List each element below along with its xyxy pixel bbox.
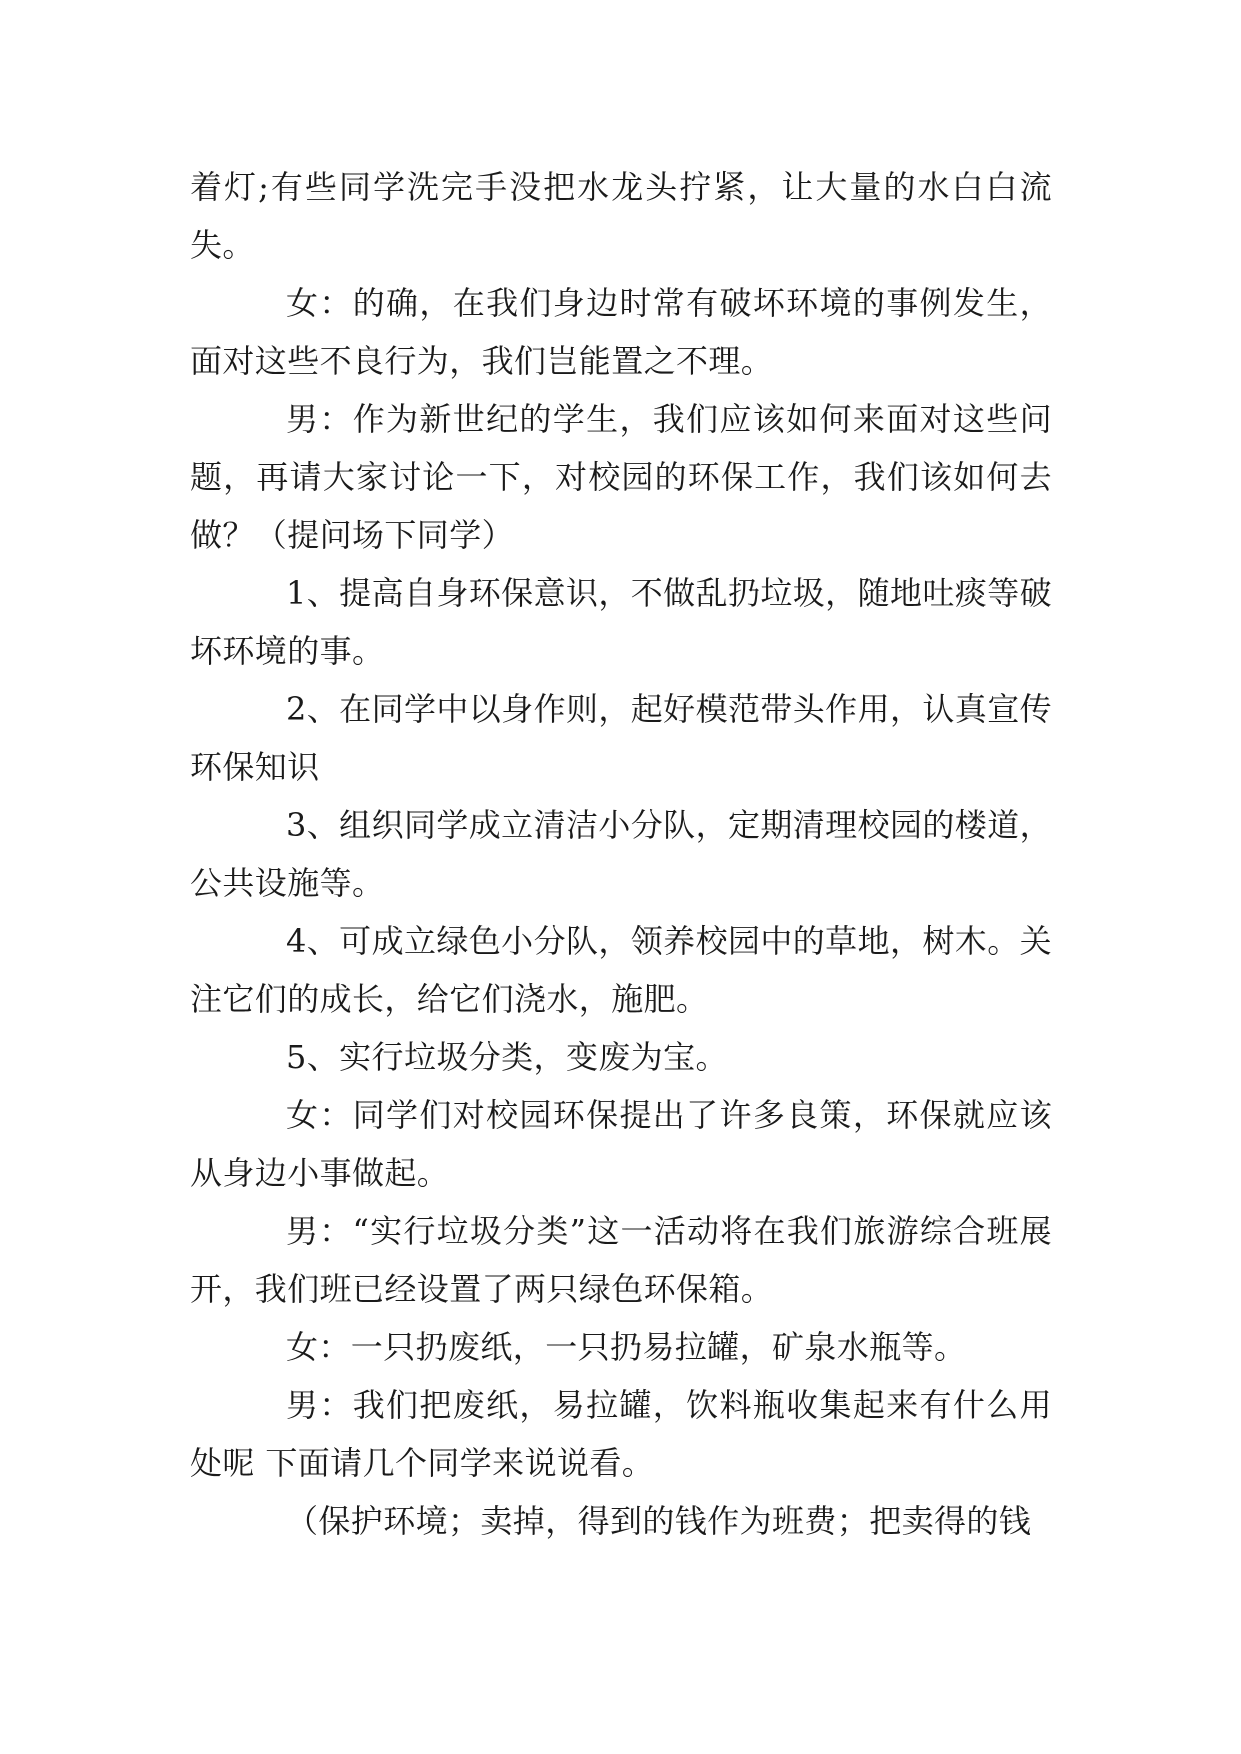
paragraph-stage-note: （保护环境；卖掉，得到的钱作为班费；把卖得的钱: [286, 1502, 1032, 1540]
document-body: [190, 158, 1052, 1550]
list-item-2: 2、在同学中以身作则，起好模范带头作用，认真宣传环保知识: [190, 690, 1052, 786]
paragraph-dialogue-female-2: 女：同学们对校园环保提出了许多良策，环保就应该从身边小事做起。: [190, 1096, 1052, 1192]
paragraph-dialogue-female-1: 女：的确，在我们身边时常有破坏环境的事例发生，面对这些不良行为，我们岂能置之不理。: [190, 284, 1052, 380]
list-item-3: 3、组织同学成立清洁小分队，定期清理校园的楼道，公共设施等。: [190, 806, 1052, 902]
paragraph-continuation: 着灯;有些同学洗完手没把水龙头拧紧，让大量的水白白流失。: [190, 168, 1052, 264]
list-item-5: 5、实行垃圾分类，变废为宝。: [286, 1038, 728, 1076]
paragraph-dialogue-male-1: 男：作为新世纪的学生，我们应该如何来面对这些问题，再请大家讨论一下，对校园的环保工作，我们该如何去做？（提问场下同学）: [190, 400, 1052, 554]
list-item-1: 1、提高自身环保意识，不做乱扔垃圾，随地吐痰等破坏环境的事。: [190, 574, 1052, 670]
paragraph-dialogue-male-3: 男：我们把废纸，易拉罐，饮料瓶收集起来有什么用处呢 下面请几个同学来说说看。: [190, 1386, 1052, 1482]
list-item-4: 4、可成立绿色小分队，领养校园中的草地，树木。关注它们的成长，给它们浇水，施肥。: [190, 922, 1052, 1018]
paragraph-dialogue-male-2: 男：“实行垃圾分类”这一活动将在我们旅游综合班展开，我们班已经设置了两只绿色环保箱。: [190, 1212, 1052, 1308]
paragraph-dialogue-female-3: 女：一只扔废纸，一只扔易拉罐，矿泉水瓶等。: [286, 1328, 967, 1366]
